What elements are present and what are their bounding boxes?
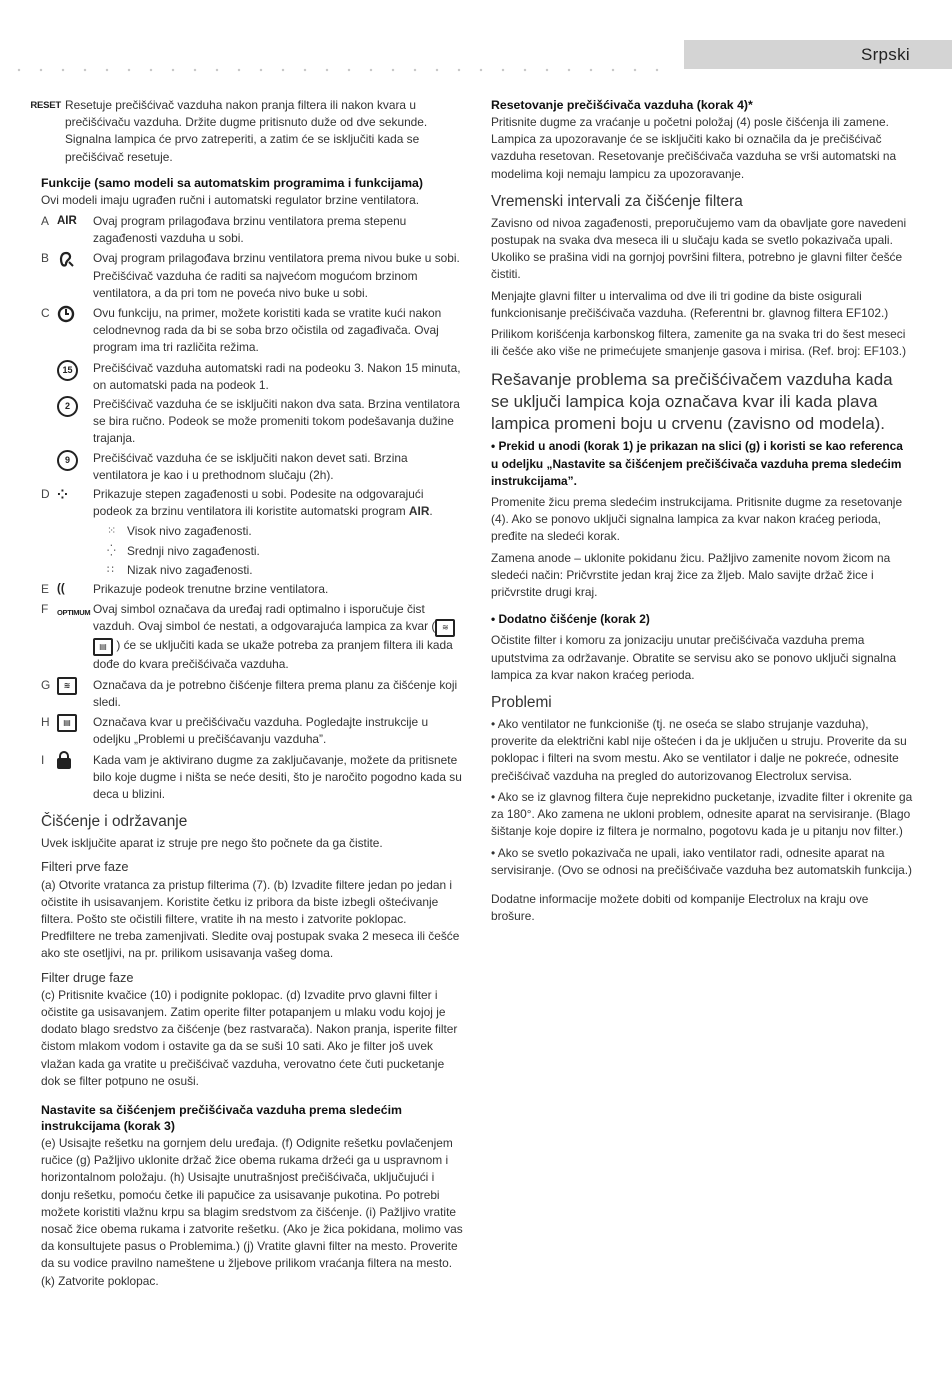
badge-15: 15: [57, 360, 78, 381]
intervals-p1: Zavisno od nivoa zagađenosti, preporučujemo vam da obavljate gore navedeni postupak na svaka dva meseca ili u slučaju kada se svetlo pokazivača upali. Ukoliko se prašina vidi na gornjoj površini filtera, potrebno je glavni filter češće čistiti.: [491, 215, 907, 282]
language-tab: Srpski: [684, 40, 952, 69]
function-a: [41, 213, 463, 247]
level-high-text: Visok nivo zagađenosti.: [127, 524, 252, 539]
function-d-end: .: [429, 504, 433, 519]
function-letter: G: [41, 677, 51, 692]
footer-note: Dodatne informacije možete dobiti od kompanije Electrolux na kraju ove brošure.: [491, 891, 869, 924]
function-g-text: Označava da je potrebno čišćenje filtera prema planu za čišćenje koji sledi.: [93, 677, 458, 709]
function-f-main: Ovaj simbol označava da uređaj radi optimalno i isporučuje čist vazduh. Ovaj simbol će nestati, a odgovarajuća lampica za kvar: [93, 602, 429, 634]
problem-1: • Ako ventilator ne funkcioniše (tj. ne oseća se slabo strujanje vazduha), proverite da električni kabl nije oštećen i da je uključen u struju. Proverite da su poklopac i filteri na svom mestu. Ako se ventilator i dalje ne pokreće, odnesite prečišćivač vazduha na pregled do autorizovanog Electrolux servisa.: [491, 717, 907, 783]
filter-clean-icon: ≋: [435, 619, 455, 637]
function-c-text: Ovu funkciju, na primer, možete koristiti kada se vratite kući nakon celodnevnog rada da bi se soba brzo očistila od zagađivača. Ovaj program ima tri različita režima.: [93, 306, 442, 355]
left-column: [30, 97, 463, 1294]
level-medium: [107, 543, 463, 560]
functions-heading: Funkcije (samo modeli sa automatskim programima i funkcijama): [41, 175, 423, 190]
level-low-icon: ∷: [107, 563, 114, 576]
function-b-text: Ovaj program prilagođava brzinu ventilatora prema nivou buke u sobi. Prečišćivač vazduha će raditi sa najvećom mogućom brzinom ventilatora, a da pri tom ne poveća nivo buke u sobi.: [93, 251, 460, 300]
badge-2: 2: [57, 396, 78, 417]
function-b: [41, 250, 463, 302]
level-high-icon: ⁙: [107, 525, 117, 538]
anode-p2: Zamena anode – uklonite pokidanu žicu. Pažljivo zamenite novom žicom na sledeći način: Pričvrstite jedan kraj žice za žljeb. Malo savijte držač žice i pričvrstite drugi kraj.: [491, 550, 891, 600]
filter-clean-icon: ≋: [57, 677, 93, 695]
function-f-text: Ovaj simbol označava da uređaj radi optimalno i isporučuje čist vazduh. Ovaj simbol će nestati, a odgovarajuća lampica za kvar ( ≋ ▤ ) će se uključiti kada se ukaže potreba za pranjem filtera ili kada dođe do kvara prečišćivača vazduha.: [93, 601, 463, 673]
reset-text: Resetuje prečišćivač vazduha nakon pranja filtera ili nakon kvara u prečišćivaču vazduha. Držite dugme pritisnuto duže od dve sekunde. Signalna lampica će prvo zatreperiti, a zatim će se isključiti kada se prečišćivač resetuje.: [65, 98, 428, 164]
function-h-text: Označava kvar u prečišćivaču vazduha. Pogledajte instrukcije u odeljku „Problemi u prečišćavanju vazduha”.: [93, 715, 429, 747]
function-f-rest: ) će se uključiti kada se ukaže potreba za pranjem filtera ili kada dođe do kvara prečišćivača vazduha.: [93, 638, 453, 672]
function-letter: D: [41, 487, 50, 502]
extra-bullet-text: • Dodatno čišćenje (korak 2): [491, 612, 650, 627]
function-letter: F: [41, 602, 49, 617]
function-letter: B: [41, 251, 49, 266]
anode-bullet-text: • Prekid u anodi (korak 1) je prikazan na slici (g) i koristi se kao referenca u odeljku „Nastavite sa čišćenjem prečišćivača vazduha prema sledećim instrukcijama”.: [491, 439, 903, 488]
ear-icon: [57, 250, 93, 274]
air-inline: AIR: [408, 504, 430, 519]
function-letter: H: [41, 715, 50, 730]
function-d-main: Prikazuje stepen zagađenosti u sobi. Podesite na odgovarajući podeok za brzinu ventilatora ili koristite automatski program: [93, 487, 424, 519]
second-filter-text: (c) Pritisnite kvačice (10) i podignite poklopac. (d) Izvadite prvo glavni filter i očistite ga usisavanjem. Zatim operite filter potapanjem u mlaku vodu kojoj je dodato blago sredstvo za čišćenje (bez rastvarača). Nakon pranja, isperite filter čistom mlakom vodom i ostavite ga da se suši 10 sati. Ako je filter još uvek vlažan kada ga vratite u prečišćivač vazduha, verovatno ćete čuti pucketanje dok se filter potpuno ne osuši.: [41, 987, 458, 1088]
extra-bullet: [491, 611, 913, 628]
anode-bullet: [491, 438, 913, 490]
cleaning-heading: Čišćenje i održavanje: [41, 813, 188, 831]
function-i: [41, 752, 463, 804]
timer-9h-icon: [57, 450, 93, 471]
problem-3: • Ako se svetlo pokazivača ne upali, iako ventilator radi, odnesite aparat na servisiranje. (Ovo se odnosi na prečišćivače vazduha bez automatskih funkcija.): [491, 845, 912, 877]
dotted-rule: [8, 67, 673, 73]
right-column: [491, 97, 913, 929]
reset-item: [13, 97, 463, 166]
prefilter-heading: Filteri prve faze: [41, 859, 129, 875]
problem-2: • Ako se iz glavnog filtera čuje neprekidno pucketanje, izvadite filter i okrenite ga za 180°. Ako zamena ne ukloni problem, odnesite aparat na servisiranje. (Blago šištanje koje dopire iz filtera je normalno, pogotovu kada je u pitanju nov filter.): [491, 789, 913, 839]
function-d-text: [93, 486, 463, 520]
function-letter: A: [41, 214, 49, 229]
intervals-heading: Vremenski intervali za čišćenje filtera: [491, 192, 743, 210]
function-letter: C: [41, 306, 50, 321]
extra-text: Očistite filter i komoru za jonizaciju unutar prečišćivača vazduha prema uputstvima za održavanje. Obratite se servisu ako se ponovo uključi signalna lampica za kvar nakon kraćeg perioda.: [491, 633, 897, 682]
cleaning-intro: Uvek isključite aparat iz struje pre nego što počnete da ga čistite.: [41, 836, 383, 851]
fault-book-icon: ▤: [57, 714, 93, 732]
level-low: [107, 562, 463, 579]
function-d: [41, 486, 463, 520]
function-c: [41, 305, 463, 357]
function-i-text: Kada vam je aktivirano dugme za zaključavanje, možete da pritisnete bilo koje dugme i ništa se neće desiti, što je naročito pogodno kada su deca u blizini.: [93, 752, 462, 801]
level-medium-text: Srednji nivo zagađenosti.: [127, 543, 260, 558]
mode-2h: [57, 396, 463, 448]
lock-icon: [57, 752, 93, 775]
anode-p1: Promenite žicu prema sledećim instrukcijama. Pritisnite dugme za resetovanje (4). Ako se ponovo uključi signalna lampica za kvar nakon kraćeg perioda, pređite na sledeći korak.: [491, 495, 903, 544]
step3-heading: Nastavite sa čišćenjem prečišćivača vazduha prema sledećim instrukcijama (korak 3): [41, 1102, 402, 1133]
solving-heading: Rešavanje problema sa prečišćivačem vazduha kada se uključi lampica koja označava kvar ili kada plava lampica promeni boju u crvenu (zavisno od modela).: [491, 370, 893, 434]
function-a-text: Ovaj program prilagođava brzinu ventilatora prema stepenu zagađenosti vazduha u sobi.: [93, 214, 407, 246]
level-low-text: Nizak nivo zagađenosti.: [127, 562, 253, 577]
fan-speed-icon: ((: [57, 583, 65, 596]
function-h: [41, 714, 463, 748]
optimum-icon: OPTIMUM: [57, 608, 91, 618]
badge-9: 9: [57, 450, 78, 471]
function-f: [41, 601, 463, 673]
air-icon: AIR: [57, 215, 77, 228]
level-high: [107, 523, 463, 540]
timer-15-icon: [57, 360, 93, 381]
step3-text: (e) Usisajte rešetku na gornjem delu uređaja. (f) Odignite rešetku povlačenjem ručice (g) Pažljivo uklonite držač žice obema rukama držeći ga u uspravnom i horizontalnom položaju. (h) Usisajte unutrašnjost prečišćivača, uključujući i donju rešetku, pomoću četke ili papučice za usisavanje pukotina. Po potrebi možete koristiti vlažnu krpu sa blagim sredstvom za čišćenje. (i) Pažljivo vratite nosač žice obema rukama i zatvorite rešetku. (Ako je žica pokidana, molimo vas da konsultujete pasus o Problemima.) (j) Vratite glavni filter na mesto. Proverite da su vodice pravilno nameštene u žljebove prilikom vraćanja filtera na mesto. (k) Zatvorite poklopac.: [41, 1135, 463, 1288]
intervals-p2: Menjajte glavni filter u intervalima od dve ili tri godine da biste osigurali funkcionisanje prečišćivača vazduha. (Referentni br. glavnog filtera EF102.): [491, 288, 889, 320]
mode-9h-text: Prečišćivač vazduha će se isključiti nakon devet sati. Brzina ventilatora je kao i u prethodnom slučaju (2h).: [93, 450, 408, 482]
function-e-text: Prikazuje podeok trenutne brzine ventilatora.: [93, 582, 329, 597]
fault-book-icon: ▤: [93, 638, 113, 656]
reset4-text: Pritisnite dugme za vraćanje u početni položaj (4) posle čišćenja ili zamene. Lampica za upozoravanje će se isključiti kako bi označila da je prečišćivač vazduha resetovan. Resetovanje prečišćivača vazduha se vrši automatski na modelima koji nemaju lampicu za upozoravanje.: [491, 115, 897, 181]
reset4-heading: Resetovanje prečišćivača vazduha (korak 4)*: [491, 98, 753, 112]
function-e: [41, 581, 463, 598]
second-filter-heading: Filter druge faze: [41, 969, 134, 985]
mode-2h-text: Prečišćivač vazduha će se isključiti nakon dva sata. Brzina ventilatora se bira ručno. Podeok se može promeniti tokom podešavanja dužine trajanja.: [93, 397, 460, 446]
intervals-p3: Prilikom korišćenja karbonskog filtera, zamenite ga na svaka tri do šest meseci ili češće ako više ne primećujete smanjenje gasova i mirisa. (Ref. broj: EF103.): [491, 327, 907, 359]
problems-heading: Problemi: [491, 694, 552, 712]
function-g: [41, 677, 463, 711]
functions-intro: Ovi modeli imaju ugrađen ručni i automatski regulator brzine ventilatora.: [41, 192, 420, 207]
pollution-dots-icon: ⁘: [57, 487, 68, 503]
timer-2h-icon: [57, 396, 93, 417]
function-letter: E: [41, 582, 49, 597]
reset-label: RESET: [30, 100, 61, 111]
mode-9h: [57, 450, 463, 484]
level-medium-icon: ⁛: [107, 544, 116, 557]
mode-15-text: Prečišćivač vazduha automatski radi na podeoku 3. Nakon 15 minuta, on automatski pada na podeok 1.: [93, 360, 461, 392]
timer-icon: [57, 305, 93, 329]
function-letter: I: [41, 752, 45, 767]
prefilter-text: (a) Otvorite vratanca za pristup filterima (7). (b) Izvadite filtere jedan po jedan i očistite ih usisavanjem. Koristite četku iz pribora da biste izbegli oštećivanje filtera. Pošto ste očistili filtere, vratite ih na mesto i zatvorite poklopac. Predfiltere ne treba zamenjivati. Sledite ovaj postupak svaka 2 meseca ili češće ako ste osetljivi, na pr. prilikom usisavanja vašeg doma.: [41, 877, 460, 961]
mode-15min: [57, 360, 463, 394]
